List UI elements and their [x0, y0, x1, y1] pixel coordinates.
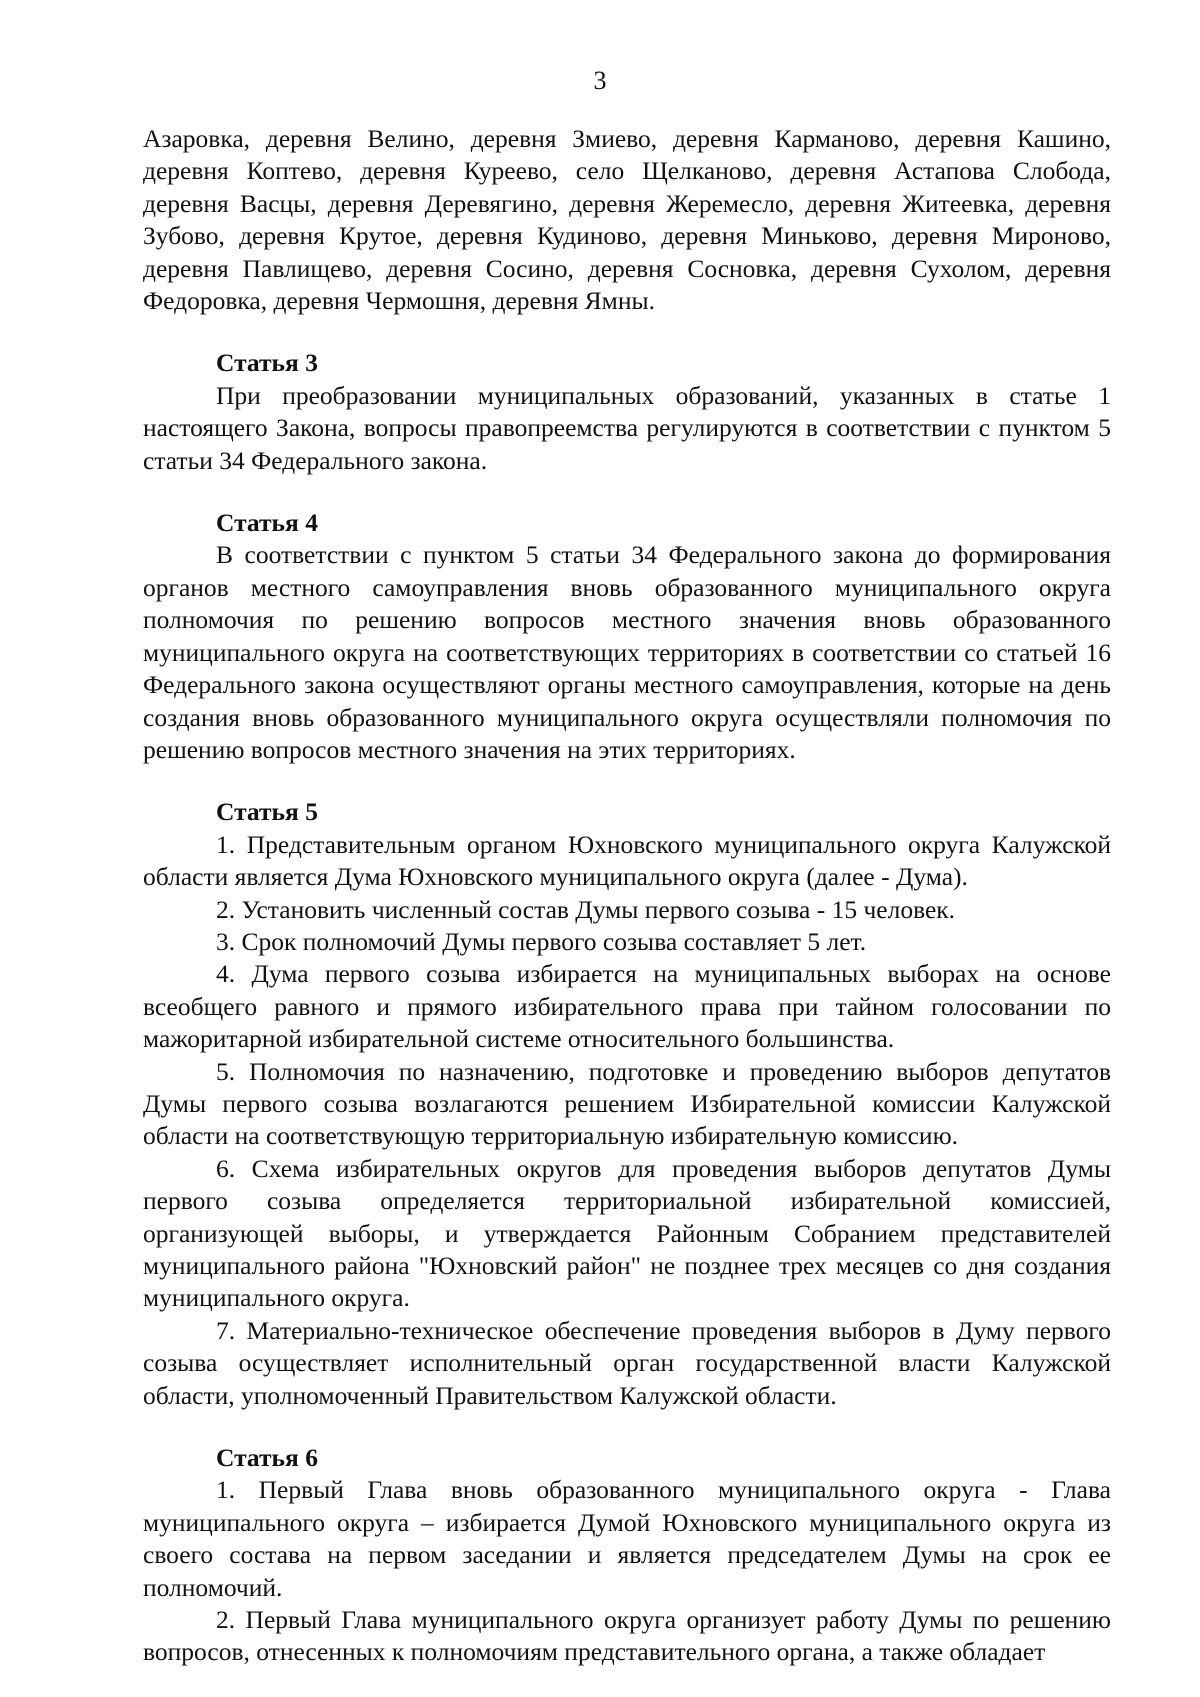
article-3-paragraph-1: При преобразовании муниципальных образований, указанных в статье 1 настоящего Закона, вопросы правопреемства регулируются в соответствии с пунктом 5 статьи 34 Федерального закона. — [143, 380, 1111, 475]
document-body — [143, 123, 1111, 1669]
article-5-title: Статья 5 — [216, 797, 318, 827]
article-6-paragraph-1: 1. Первый Глава вновь образованного муниципального округа - Глава муниципального округа – избирается Думой Юхновского муниципального округа из своего состава на первом заседании и является председателем Думы на срок ее полномочий. — [143, 1475, 1111, 1602]
article-3-title: Статья 3 — [216, 348, 318, 378]
article-3 — [143, 347, 1111, 477]
article-5-paragraph-7: 7. Материально-техническое обеспечение проведения выборов в Думу первого созыва осуществляет исполнительный орган государственной власти Калужской области, уполномоченный Правительством Калужской области. — [143, 1315, 1111, 1410]
article-6 — [143, 1442, 1111, 1669]
article-5-paragraph-6: 6. Схема избирательных округов для проведения выборов депутатов Думы первого созыва определяется территориальной избирательной комиссией, организующей выборы, и утверждается Районным Собранием представителей муниципального района "Юхновский район" не позднее трех месяцев со дня создания муниципального округа. — [143, 1153, 1111, 1313]
article-5-paragraph-1: 1. Представительным органом Юхновского муниципального округа Калужской области является Дума Юхновского муниципального округа (далее - Дума). — [143, 829, 1111, 892]
intro-paragraph: Азаровка, деревня Велино, деревня Змиево, деревня Карманово, деревня Кашино, деревня Коптево, деревня Куреево, село Щелканово, деревня Астапова Слобода, деревня Васцы, деревня Деревягино, деревня Жеремесло, деревня Житеевка, деревня Зубово, деревня Крутое, деревня Кудиново, деревня Миньково, деревня Мироново, деревня Павлищево, деревня Сосино, деревня Сосновка, деревня Сухолом, деревня Федоровка, деревня Чермошня, деревня Ямны. — [143, 124, 1111, 316]
article-5-paragraph-2: 2. Установить численный состав Думы первого созыва - 15 человек. — [216, 894, 956, 924]
article-5-paragraph-3: 3. Срок полномочий Думы первого созыва составляет 5 лет. — [216, 926, 867, 956]
article-5-paragraph-5: 5. Полномочия по назначению, подготовке и проведению выборов депутатов Думы первого созыва возлагаются решением Избирательной комиссии Калужской области на соответствующую территориальную избирательную комиссию. — [143, 1056, 1111, 1151]
article-5 — [143, 796, 1111, 1412]
article-4-paragraph-1: В соответствии с пунктом 5 статьи 34 Федерального закона до формирования органов местного самоуправления вновь образованного муниципального округа полномочия по решению вопросов местного значения вновь образованного муниципального округа на соответствующих территориях в соответствии со статьей 16 Федерального закона осуществляют органы местного самоуправления, которые на день создания вновь образованного муниципального округа осуществляли полномочия по решению вопросов местного значения на этих территориях. — [143, 540, 1111, 764]
page-number: 3 — [593, 66, 607, 95]
article-4 — [143, 507, 1111, 766]
article-6-paragraph-2: 2. Первый Глава муниципального округа организует работу Думы по решению вопросов, отнесенных к полномочиям представительного органа, а также обладает — [143, 1605, 1111, 1667]
article-6-title: Статья 6 — [216, 1443, 318, 1473]
article-5-paragraph-4: 4. Дума первого созыва избирается на муниципальных выборах на основе всеобщего равного и прямого избирательного права при тайном голосовании по мажоритарной избирательной системе относительного большинства. — [143, 959, 1111, 1054]
article-4-title: Статья 4 — [216, 508, 318, 538]
